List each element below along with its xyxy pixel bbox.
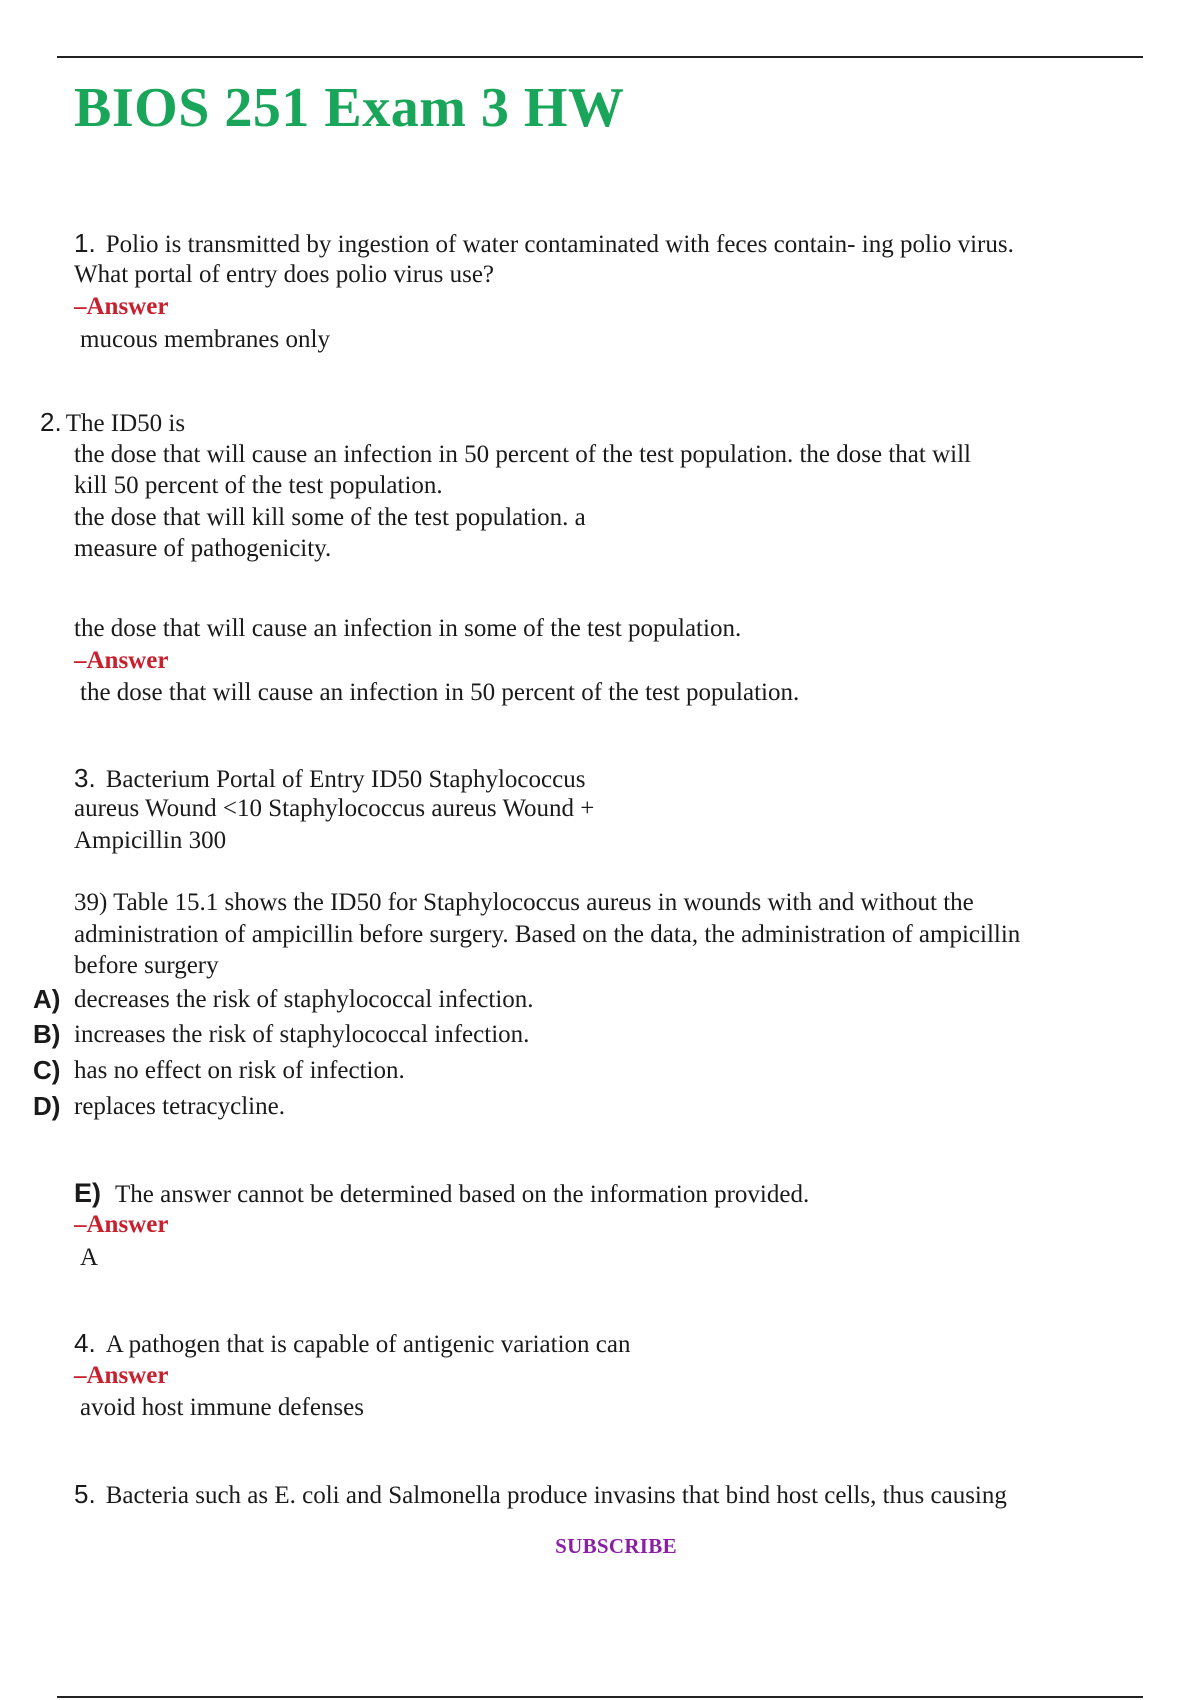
question-1-line-2: What portal of entry does polio virus use? — [74, 261, 495, 288]
question-2-answer: the dose that will cause an infection in 50 percent of the test population. — [80, 679, 800, 706]
question-2-line-6: the dose that will cause an infection in some of the test population. — [74, 615, 742, 642]
option-a-text: decreases the risk of staphylococcal infection. — [74, 986, 534, 1013]
question-1-answer-label: –Answer — [74, 293, 169, 320]
option-a-letter: A) — [33, 984, 61, 1014]
option-d-text: replaces tetracycline. — [74, 1093, 285, 1120]
question-2-line-2: the dose that will cause an infection in 50 percent of the test population. the dose that will — [74, 441, 971, 468]
question-3-number: 3. — [74, 763, 96, 793]
question-1-line-1: 1. Polio is transmitted by ingestion of water contaminated with feces contain- ing polio virus. — [74, 228, 1014, 258]
question-2-line-5: measure of pathogenicity. — [74, 535, 332, 562]
question-3-line-6: before surgery — [74, 952, 219, 979]
bottom-rule — [57, 1696, 1143, 1698]
question-2-line-3: kill 50 percent of the test population. — [74, 472, 443, 499]
option-c-text: has no effect on risk of infection. — [74, 1057, 405, 1084]
option-e-letter: E) — [74, 1178, 101, 1208]
question-3-line-3: Ampicillin 300 — [74, 827, 227, 854]
option-b-text: increases the risk of staphylococcal infection. — [74, 1021, 530, 1048]
question-2-number: 2. — [40, 407, 62, 437]
question-1-answer: mucous membranes only — [80, 326, 330, 353]
question-3-answer-label: –Answer — [74, 1211, 169, 1238]
option-e-text: The answer cannot be determined based on the information provided. — [115, 1181, 810, 1208]
document-title: BIOS 251 Exam 3 HW — [74, 77, 625, 139]
question-4-line-1: 4. A pathogen that is capable of antigenic variation can — [74, 1328, 631, 1358]
question-3-line-1: 3. Bacterium Portal of Entry ID50 Staphylococcus — [74, 763, 586, 793]
top-rule — [57, 56, 1143, 58]
option-d-letter: D) — [33, 1091, 61, 1121]
option-b-letter: B) — [33, 1019, 61, 1049]
question-5-line-1: 5. Bacteria such as E. coli and Salmonella produce invasins that bind host cells, thus causing — [74, 1479, 1007, 1509]
question-3-line-4: 39) Table 15.1 shows the ID50 for Staphylococcus aureus in wounds with and without the — [74, 889, 974, 916]
option-e-line — [74, 1177, 809, 1211]
question-4-answer: avoid host immune defenses — [80, 1394, 364, 1421]
option-c-letter: C) — [33, 1055, 61, 1085]
question-3-line-5: administration of ampicillin before surgery. Based on the data, the administration of ampicillin — [74, 921, 1021, 948]
question-5-number: 5. — [74, 1479, 96, 1509]
question-4-answer-label: –Answer — [74, 1362, 169, 1389]
question-4-number: 4. — [74, 1328, 96, 1358]
subscribe-link[interactable]: SUBSCRIBE — [555, 1534, 677, 1558]
question-2-answer-label: –Answer — [74, 647, 169, 674]
question-3-line-2: aureus Wound <10 Staphylococcus aureus Wound + — [74, 795, 595, 822]
question-2-line-1: 2. The ID50 is — [40, 407, 186, 437]
question-2-line-4: the dose that will kill some of the test population. a — [74, 504, 586, 531]
question-1-number: 1. — [74, 228, 96, 258]
question-3-answer: A — [80, 1244, 99, 1271]
